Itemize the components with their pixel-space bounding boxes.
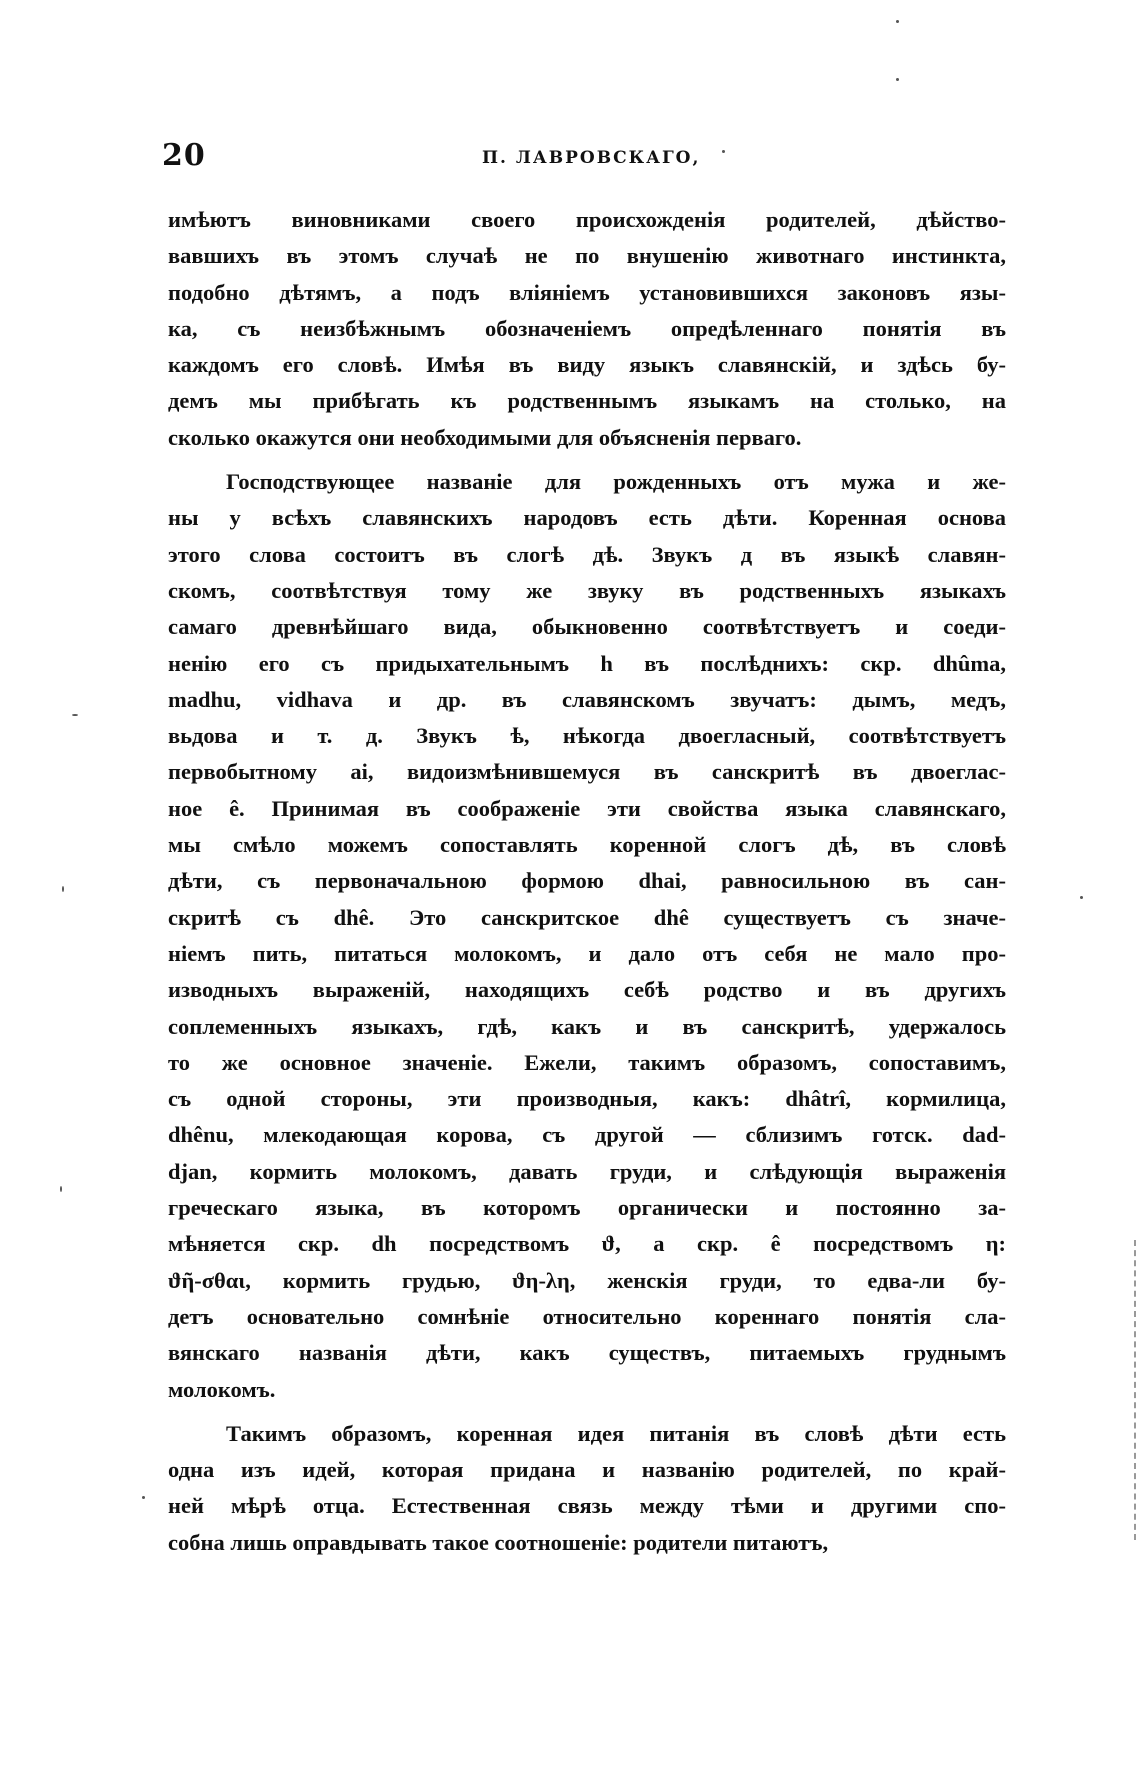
text-line: мѣняется скр. dh посредствомъ ϑ, а скр. ê посредствомъ η: [168,1231,1006,1257]
text-line: мы смѣло можемъ сопоставлять коренной слогъ дѣ, въ словѣ [168,832,1006,858]
text-line: dhênu, млекодающая корова, съ другой — сблизимъ готск. dad- [168,1122,1006,1148]
text-line: детъ основательно сомнѣніе относительно кореннаго понятія сла- [168,1303,1006,1329]
text-line: ка, съ неизбѣжнымъ обозначеніемъ опредѣленнаго понятія въ [168,315,1006,341]
text-line: молокомъ. [168,1376,276,1402]
text-line: ϑῆ-σθαι, кормить грудью, ϑη-λη, женскія груди, то едва-ли бу- [168,1267,1006,1293]
text-line: самаго древнѣйшаго вида, обыкновенно соотвѣтствуетъ и соеди- [168,614,1006,640]
text-line: демъ мы прибѣгать къ родственнымъ языкамъ на столько, на [168,388,1006,414]
text-line: Господствующее названіе для рожденныхъ отъ мужа и же- [226,469,1006,495]
text-line: подобно дѣтямъ, а подъ вліяніемъ установившихся законовъ язы- [168,279,1006,305]
text-line: ны у всѣхъ славянскихъ народовъ есть дѣти. Коренная основа [168,505,1006,531]
text-line: этого слова состоитъ въ слогѣ дѣ. Звукъ д въ языкѣ славян- [168,541,1006,567]
text-line: съ одной стороны, эти производныя, какъ: dhâtrî, кормилица, [168,1086,1006,1112]
text-line: сколько окажутся они необходимыми для объясненія перваго. [168,424,802,450]
text-line: дѣти, съ первоначальною формою dhai, равносильною въ сан- [168,868,1006,894]
page-number: 20 [162,138,206,173]
scan-speck [72,714,78,716]
paragraph [168,202,1006,456]
text-line: вянскаго названія дѣти, какъ существъ, питаемыхъ груднымъ [168,1340,1006,1366]
text-line: то же основное значеніе. Ежели, такимъ образомъ, сопоставимъ, [168,1049,1006,1075]
text-line: имѣютъ виновниками своего происхожденія родителей, дѣйство- [168,207,1006,232]
text-line: вавшихъ въ этомъ случаѣ не по внушенію животнаго инстинкта, [168,243,1006,269]
running-head: П. ЛАВРОВСКАГО, [482,148,701,168]
text-line: ней мѣрѣ отца. Естественная связь между тѣми и другими спо- [168,1493,1006,1519]
scan-edge-rule [1132,1240,1136,1540]
paragraph [168,464,1006,1408]
text-line: Такимъ образомъ, коренная идея питанія въ словѣ дѣти есть [226,1420,1006,1446]
scan-speck [60,1186,62,1192]
scan-speck [896,78,899,81]
text-line: скритѣ съ dhê. Это санскритское dhê существуетъ съ значе- [168,904,1006,930]
text-line: одна изъ идей, которая придана и названію родителей, по край- [168,1457,1006,1483]
text-line: скомъ, соотвѣтствуя тому же звуку въ родственныхъ языкахъ [168,577,1006,603]
text-line: djan, кормить молокомъ, давать груди, и слѣдующія выраженія [168,1158,1006,1184]
text-line: изводныхъ выраженій, находящихъ себѣ родство и въ другихъ [168,977,1006,1003]
text-line: греческаго языка, въ которомъ органически и постоянно за- [168,1195,1006,1221]
text-line: ненію его съ придыхательнымъ h въ послѣднихъ: скр. dhûma, [168,650,1006,676]
text-line: соплеменныхъ языкахъ, гдѣ, какъ и въ санскритѣ, удержалось [168,1013,1006,1039]
text-line: ніемъ пить, питаться молокомъ, и дало отъ себя не мало про- [168,940,1006,966]
text-line: первобытному ai, видоизмѣнившемуся въ санскритѣ въ двоеглас- [168,759,1006,785]
scan-speck [142,1496,145,1499]
text-line: madhu, vidhava и др. въ славянскомъ звучатъ: дымъ, медъ, [168,686,1006,712]
body-text [168,202,1006,1561]
scan-speck [722,150,725,153]
text-line: ное ê. Принимая въ соображеніе эти свойства языка славянскаго, [168,795,1006,821]
page-header [162,138,1012,188]
text-line: каждомъ его словѣ. Имѣя въ виду языкъ славянскій, и здѣсь бу- [168,352,1006,378]
scan-speck [1080,896,1083,899]
scan-speck [896,20,899,23]
text-line: собна лишь оправдывать такое соотношеніе: родители питаютъ, [168,1529,829,1555]
text-line: вьдова и т. д. Звукъ ѣ, нѣкогда двоегласный, соотвѣтствуетъ [168,723,1006,749]
paragraph [168,1416,1006,1561]
scan-speck [62,886,64,892]
